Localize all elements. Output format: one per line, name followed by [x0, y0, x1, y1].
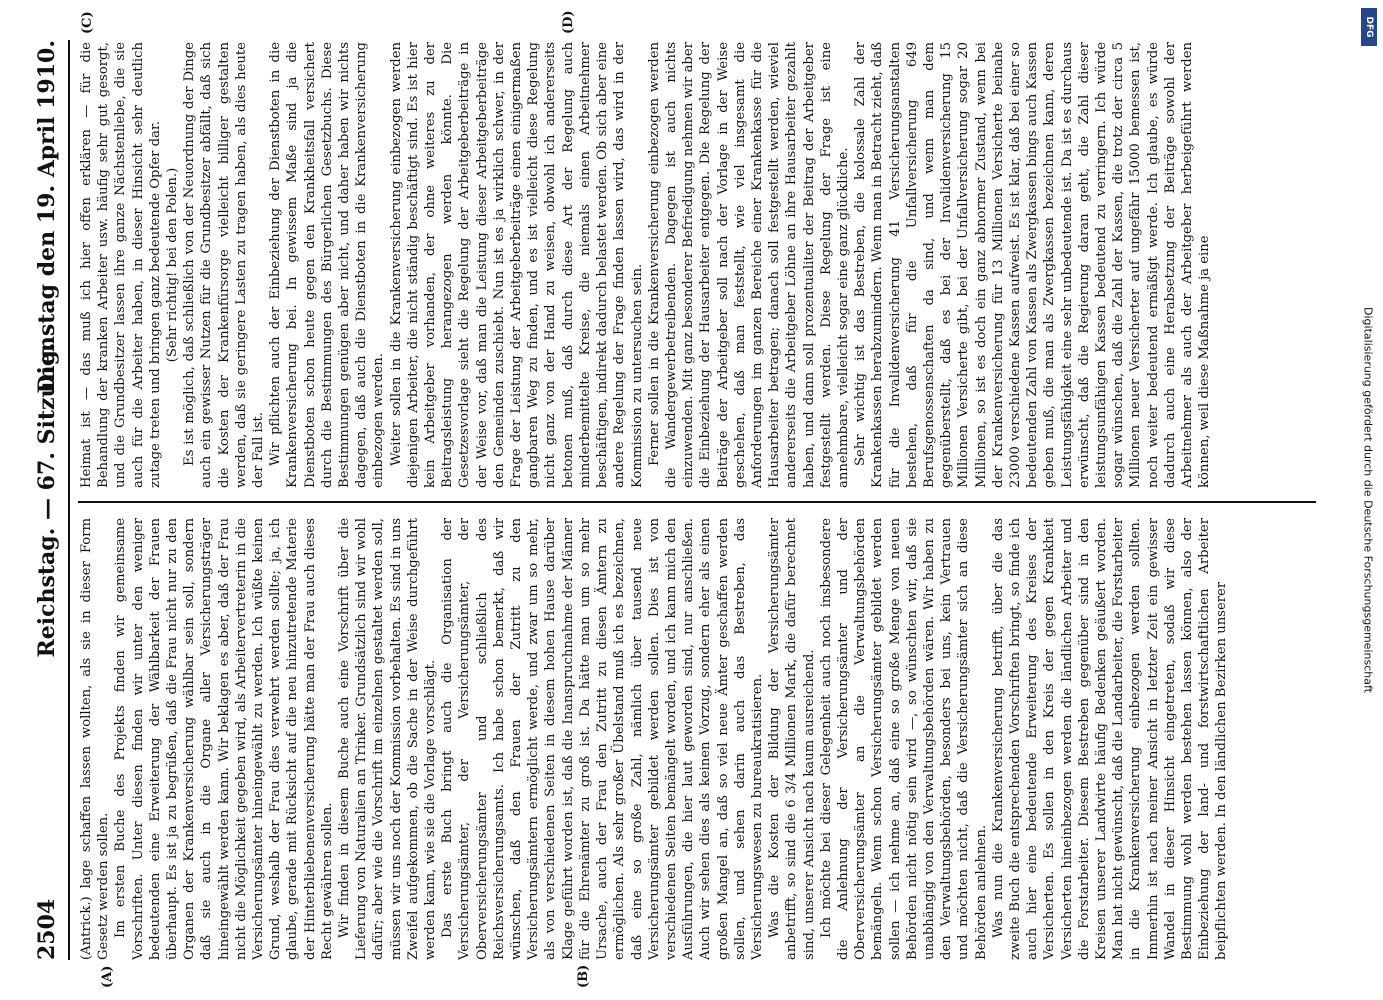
- margin-marker-c: (C): [80, 11, 95, 34]
- paragraph: Was nun die Krankenversicherung betrifft, über die das zweite Buch die entsprechenden Vorschriften bringt, so finde ich auch hier eine bedeutende Erweiterung des Kreises der Versicherten. Es sollen in den Kreis der gegen Krankheit Versicherten hineinbezogen werden die ländlichen Arbeiter und die Forstarbeiter. Diesem Bestreben gegenüber sind in den Kreisen unserer Landwirte häufig Bedenken geäußert worden. Man hat nicht gewünscht, daß die Landarbeiter, die Forstarbeiter in die Krankenversicherung einbezogen werden sollten. Immerhin ist nach meiner Ansicht in letzter Zeit ein gewisser Wandel in dieser Hinsicht eingetreten, sodaß wir diese Bestimmung wohl werden bestehen lassen können, also der Einbeziehung der land- und forstwirtschaftlichen Arbeiter beipflichten werden. In den ländlichen Bezirken unserer: [990, 518, 1230, 960]
- page-number: 2504: [34, 898, 60, 960]
- left-text-column: [78, 518, 1316, 960]
- rotated-page: [16, 0, 1336, 1000]
- paragraph: Wir finden in diesem Buche auch eine Vorschrift über die Lieferung von Naturalien an Trinker. Grundsätzlich sind wir wohl dafür; aber wie die Vorschrift im einzelnen gestaltet werden soll, müssen wir uns noch der Kommission vorbehalten. Es sind in uns Zweifel aufgekommen, ob die Sache in der Weise durchgeführt werden kann, wie sie die Vorlage vorschlägt.: [337, 518, 439, 960]
- interjection: (Sehr richtig! bei den Polen.): [165, 167, 181, 363]
- credit-text: Digitalisierung gefördert durch die Deutsche Forschungsgemeinschaft: [1361, 307, 1375, 693]
- paragraph: Weiter sollen in die Krankenversicherung einbezogen werden diejenigen Arbeiter, die nicht ständig beschäftigt sind. Es ist hier kein Arbeitgeber vorhanden, der ohne weiteres zu der Beitragsleistung herangezogen werden könnte. Die Gesetzesvorlage sieht die Regelung der Arbeitgeberbeiträge in der Weise vor, daß man die Leistung dieser Arbeitgeberbeiträge den Gemeinden zuschiebt. Nun ist es ja wirklich schwer, in der Frage der Leistung der Arbeitgeberbeiträge einen einigermaßen gangbaren Weg zu finden, und es ist vielleicht diese Regelung nicht ganz von der Hand zu weisen, obwohl ich andererseits betonen muß, daß durch diese Art der Regelung auch minderbemittelte Kreise, die niemals einen Arbeitnehmer beschäftigen, indirekt dadurch belastet werden. Ob sich aber eine andere Regelung der Frage finden lassen wird, das wird in der Kommission zu untersuchen sein.: [388, 42, 645, 488]
- margin-marker-b: (B): [576, 964, 591, 988]
- paragraph: Sehr wichtig ist das Bestreben, die kolossale Zahl der Krankenkassen herabzumindern. Wenn man in Betracht zieht, daß für die Invalidenversicherung 41 Versicherungsanstalten bestehen, daß für die Unfallversicherung 649 Berufsgenossenschaften da sind, und wenn man dem gegenüberstellt, daß es bei der Invalidenversicherung 15 Millionen Versicherte gibt, bei der Unfallversicherung sogar 20 Millionen, so ist es doch ein ganz abnormer Zustand, wenn bei der Krankenversicherung für 13 Millionen Versicherte beinahe 23000 verschiedene Kassen aufweist. Es ist klar, daß bei einer so bedeutenden Zahl von Kassen als Zwergkassen bings auch Kassen geben muß, die man als Zwergkassen bezeichnen kann, deren Leistungsfähigkeit eine sehr unbedeutende ist. Da ist es durchaus erwünscht, daß die Regierung daran geht, die Zahl dieser leistungsunfähigen Kassen bedeutend zu verringern. Ich würde sogar wünschen, daß die Zahl der Kassen, die trotz der circa 5 Millionen neuer Versicherter auf ungefähr 15000 bemessen ist, noch weiter bedeutend ermäßigt werde. Ich glaube, es würde dadurch auch eine Herabsetzung der Beiträge sowohl der Arbeitnehmer als auch der Arbeitgeber herbeigeführt werden können, weil diese Maßnahme ja eine: [853, 42, 1213, 488]
- session-date: Dienstag den 19. April 1910.: [34, 40, 60, 394]
- paragraph: Das erste Buch bringt auch die Organisation der Versicherungsämter, der Versicherungsämter, der Oberversicherungsämter und schließlich des Reichsversicherungsamts. Ich habe schon bemerkt, daß wir wünschen, daß den Frauen der Zutritt zu den Versicherungsämtern ermöglicht werde, und zwar um so mehr, als von verschiedenen Seiten in diesem hohen Hause darüber Klage geführt worden ist, daß die Inanspruchnahme der Männer für die Ehrenämter zu groß ist. Da hätte man um so mehr Ursache, auch der Frau den Zutritt zu diesen Ämtern zu ermöglichen. Als sehr großer Übelstand muß ich es bezeichnen, daß eine so große Zahl, nämlich über tausend neue Versicherungsämter gebildet werden sollen. Dies ist von verschiedenen Seiten bemängelt worden, und ich kann mich den Ausführungen, die hier laut geworden sind, nur anschließen. Auch wir sehen dies als keinen Vorzug, sondern eher als einen großen Mangel an, daß so viel neue Ämter geschaffen werden sollen, und sehen darin auch das Bestreben, das Versicherungswesen zu bureaukratisieren.: [440, 518, 765, 960]
- paragraph: Im ersten Buche des Projekts finden wir gemeinsame Vorschriften. Unter diesen finden wir unter den weniger bedeutenden eine Erweiterung der Wählbarkeit der Frauen überhaupt. Es ist ja zu begrüßen, daß die Frau nicht nur zu den Organen der Krankenversicherung wählbar sein soll, sondern daß sie auch in die Organe aller Versicherungsträger hineingewählt werden kann. Wir beklagen es aber, daß der Frau nicht die Möglichkeit gegeben wird, als Arbeitervertreterin in die Versicherungsämter hineingewählt zu werden. Ich wüßte keinen Grund, weshalb der Frau dies verwehrt werden sollte; ja, ich glaube, gerade mit Rücksicht auf die neu hinzutretende Materie der Hinterbliebenenversicherung hätte man der Frau auch dieses Recht gewähren sollen.: [113, 518, 335, 960]
- session-title: Reichstag. — 67. Sitzung.: [34, 342, 60, 658]
- right-text-column: [78, 42, 1316, 488]
- digitization-credit: [1357, 0, 1379, 1000]
- paragraph: (Antrick.) lage schaffen lassen wollten, als sie in dieser Form Gesetz werden sollen.: [79, 518, 112, 960]
- paragraph: Was die Kosten der Bildung der Versicherungsämter anbetrifft, so sind die 6 3/4 Millionen Mark, die dafür berechnet sind, unserer Ansicht nach kaum ausreichend.: [767, 518, 817, 960]
- column-divider: [78, 501, 1316, 503]
- dfg-logo: DFG: [1361, 8, 1377, 46]
- paragraph: Ich möchte bei dieser Gelegenheit auch noch insbesondere die Anlehnung der Versicherungsämter und der Oberversicherungsämter an die Verwaltungsbehörden bemängeln. Wenn schon Versicherungsämter gebildet werden sollen — ich nehme an, daß eine so große Menge von neuen Behörden nicht nötig sein wird —, so wünschten wir, daß sie unabhängig von den Verwaltungsbehörden wären. Wir haben zu den Verwaltungsbehörden, besonders bei uns, kein Vertrauen und möchten nicht, daß die Versicherungsämter sich an diese Behörden anlehnen.: [818, 518, 989, 960]
- paragraph: Wir pflichten auch der Einbeziehung der Dienstboten in die Krankenversicherung bei. In gewissem Maße sind ja die Dienstboten schon heute gegen den Krankheitsfall versichert durch die Bestimmungen des Bürgerlichen Gesetzbuchs. Diese Bestimmungen genügen aber nicht, und daher haben wir nichts dagegen, daß auch die Dienstboten in die Krankenversicherung einbezogen werden.: [268, 42, 387, 488]
- margin-marker-d: (D): [561, 10, 576, 34]
- paragraph: Es ist möglich, daß schließlich von der Neuordnung der Dinge auch ein gewisser Nutzen für die Grundbesitzer abfällt, daß sich die Kosten der Krankenfürsorge vielleicht billiger gestalten werden, daß sie geringere Lasten zu tragen haben, als dies heute der Fall ist.: [182, 42, 267, 488]
- page-header: [34, 40, 70, 960]
- paragraph: Heimat ist — das muß ich hier offen erklären — für die Behandlung der kranken Arbeiter usw. häufig sehr gut gesorgt, und die Grundbesitzer lassen ihre ganze Nächstenliebe, die sie auch für die Arbeiter haben, in dieser Hinsicht sehr deutlich zutage treten und bringen ganz bedeutende Opfer dar.: [79, 42, 163, 488]
- paragraph: Ferner sollen in die Krankenversicherung einbezogen werden die Wandergewerbetreibenden. Dagegen ist auch nichts einzuwenden. Mit ganz besonderer Befriedigung nehmen wir aber die Einbeziehung der Hausarbeiter entgegen. Die Regelung der Beiträge der Arbeitgeber soll nach der Vorlage in der Weise geschehen, daß man feststellt, wie viel insgesamt die Anforderungen im ganzen Bereiche einer Krankenkasse für die Hausarbeiter betragen; danach soll festgestellt werden, wieviel andererseits die Arbeitgeber Löhne an ihre Hausarbeiter gezahlt haben, und dann soll prozentualiter der Beitrag der Arbeitgeber festgestellt werden. Diese Regelung der Frage ist eine annehmbare, vielleicht sogar eine ganz glückliche.: [646, 42, 851, 488]
- margin-marker-a: (A): [100, 965, 115, 988]
